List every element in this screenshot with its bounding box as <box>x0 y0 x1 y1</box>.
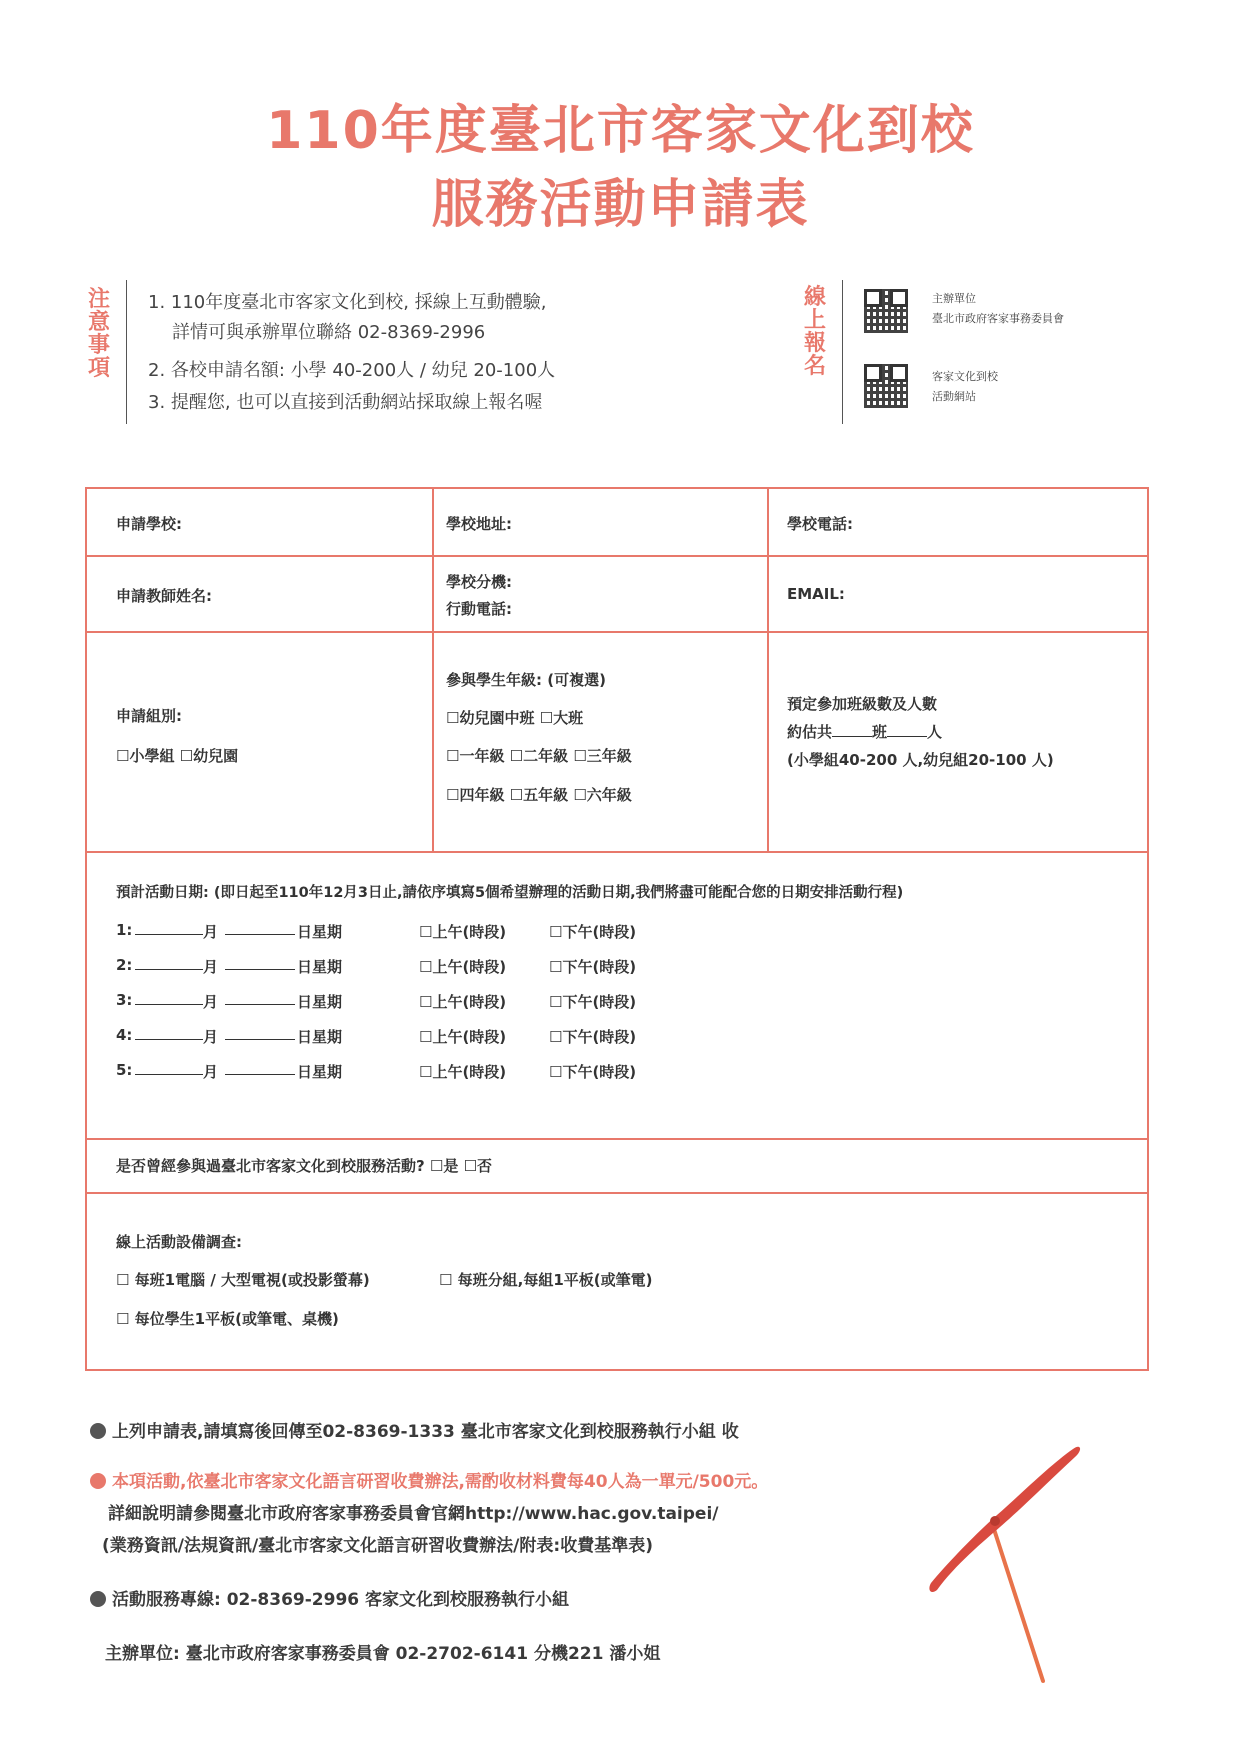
field-address[interactable]: 學校地址: <box>446 515 512 533</box>
qr-code-website[interactable] <box>864 364 908 408</box>
date-row-day: 日星期 <box>297 958 343 976</box>
group-options[interactable]: ☐小學組 ☐幼兒園 <box>116 747 239 765</box>
grade-options-row2[interactable]: ☐一年級 ☐二年級 ☐三年級 <box>446 747 632 765</box>
footer-organizer: 主辦單位: 臺北市政府客家事務委員會 02-2702-6141 分機221 潘小姐 <box>105 1644 661 1664</box>
date-row-am-option[interactable]: ☐上午(時段) <box>419 1028 507 1046</box>
equipment-option-3[interactable]: ☐ 每位學生1平板(或筆電、桌機) <box>116 1310 339 1328</box>
page-title: 110年度臺北市客家文化到校 <box>266 101 975 161</box>
date-row-number: 5: <box>116 1061 133 1079</box>
field-teacher[interactable]: 申請教師姓名: <box>116 587 212 605</box>
footer-fee: 本項活動,依臺北市客家文化語言研習收費辦法,需酌收材料費每40人為一單元/500元。 <box>90 1467 768 1492</box>
form-col-rule <box>432 489 434 851</box>
qr-code-organizer[interactable] <box>864 289 908 333</box>
note-item-1: 1. 110年度臺北市客家文化到校, 採線上互動體驗, <box>148 292 547 313</box>
dates-label: 預計活動日期: (即日起至110年12月3日止,請依序填寫5個希望辦理的活動日期,我們將盡可能配合您的日期安排活動行程) <box>116 885 904 901</box>
date-row-day: 日星期 <box>297 1063 343 1081</box>
date-row-day: 日星期 <box>297 993 343 1011</box>
form-rule <box>87 555 1147 557</box>
note-item-1-cont: 詳情可與承辦單位聯絡 02-8369-2996 <box>172 322 486 343</box>
copter-propeller <box>929 1447 1080 1592</box>
field-extension[interactable]: 學校分機: <box>446 573 512 591</box>
date-row-number: 4: <box>116 1026 133 1044</box>
day-blank[interactable] <box>225 1061 295 1079</box>
page-subtitle: 服務活動申請表 <box>431 175 810 235</box>
month-blank[interactable] <box>135 1061 203 1079</box>
day-blank[interactable] <box>225 921 295 939</box>
grade-options-row3[interactable]: ☐四年級 ☐五年級 ☐六年級 <box>446 786 632 804</box>
date-row-number: 3: <box>116 991 133 1009</box>
date-row-month: 月 <box>203 923 219 941</box>
online-label: 線 上 報 名 <box>803 285 826 379</box>
notes-label: 注 意 事 項 <box>87 287 110 381</box>
footer-detail-1: 詳細說明請參閱臺北市政府客家事務委員會官網http://www.hac.gov.taipei/ <box>108 1504 719 1524</box>
date-row-month: 月 <box>203 1063 219 1081</box>
day-blank[interactable] <box>225 956 295 974</box>
date-row-am-option[interactable]: ☐上午(時段) <box>419 1063 507 1081</box>
bullet-icon <box>90 1423 106 1439</box>
classes-note: (小學組40-200 人,幼兒組20-100 人) <box>787 751 1054 769</box>
date-row-pm-option[interactable]: ☐下午(時段) <box>549 923 637 941</box>
date-row-am-option[interactable]: ☐上午(時段) <box>419 958 507 976</box>
month-blank[interactable] <box>135 956 203 974</box>
month-blank[interactable] <box>135 921 203 939</box>
equipment-option-2[interactable]: ☐ 每班分組,每組1平板(或筆電) <box>439 1271 653 1289</box>
field-mobile[interactable]: 行動電話: <box>446 600 512 618</box>
past-participation-question[interactable]: 是否曾經參與過臺北市客家文化到校服務活動? ☐是 ☐否 <box>116 1157 493 1175</box>
date-row-pm-option[interactable]: ☐下午(時段) <box>549 1063 637 1081</box>
field-phone[interactable]: 學校電話: <box>787 515 853 533</box>
date-row-am-option[interactable]: ☐上午(時段) <box>419 923 507 941</box>
classes-label: 預定參加班級數及人數 <box>787 695 938 713</box>
month-blank[interactable] <box>135 991 203 1009</box>
date-row-pm-option[interactable]: ☐下午(時段) <box>549 993 637 1011</box>
day-blank[interactable] <box>225 1026 295 1044</box>
month-blank[interactable] <box>135 1026 203 1044</box>
qr-organizer-caption: 主辦單位 臺北市政府客家事務委員會 <box>932 292 1064 325</box>
classes-estimate[interactable]: 約估共 班 人 <box>787 723 943 741</box>
qr-website-caption: 客家文化到校 活動網站 <box>932 370 998 403</box>
date-row-am-option[interactable]: ☐上午(時段) <box>419 993 507 1011</box>
date-row-month: 月 <box>203 958 219 976</box>
group-label: 申請組別: <box>116 707 182 725</box>
grade-label: 參與學生年級: (可複選) <box>446 671 606 689</box>
note-item-3: 3. 提醒您, 也可以直接到活動網站採取線上報名喔 <box>148 392 543 413</box>
footer-hotline: 活動服務專線: 02-8369-2996 客家文化到校服務執行小組 <box>90 1585 569 1610</box>
form-rule <box>87 851 1147 853</box>
date-row-number: 2: <box>116 956 133 974</box>
date-row-pm-option[interactable]: ☐下午(時段) <box>549 958 637 976</box>
day-blank[interactable] <box>225 991 295 1009</box>
date-row-month: 月 <box>203 1028 219 1046</box>
date-row-number: 1: <box>116 921 133 939</box>
field-school[interactable]: 申請學校: <box>116 515 182 533</box>
date-row-pm-option[interactable]: ☐下午(時段) <box>549 1028 637 1046</box>
equipment-label: 線上活動設備調查: <box>116 1233 242 1251</box>
note-item-2: 2. 各校申請名額: 小學 40-200人 / 幼兒 20-100人 <box>148 360 556 381</box>
form-rule <box>87 1138 1147 1140</box>
bullet-icon <box>90 1591 106 1607</box>
date-row-day: 日星期 <box>297 923 343 941</box>
equipment-option-1[interactable]: ☐ 每班1電腦 / 大型電視(或投影螢幕) <box>116 1271 370 1289</box>
grade-options-row1[interactable]: ☐幼兒園中班 ☐大班 <box>446 709 584 727</box>
bamboo-copter-icon <box>925 1435 1085 1685</box>
copter-stick <box>992 1523 1043 1681</box>
notes-divider <box>126 280 127 424</box>
form-col-rule <box>767 489 769 851</box>
copter-hub <box>990 1516 1000 1526</box>
field-email[interactable]: EMAIL: <box>787 585 845 603</box>
bullet-icon <box>90 1473 106 1489</box>
date-row-month: 月 <box>203 993 219 1011</box>
online-divider <box>842 280 843 424</box>
date-row-day: 日星期 <box>297 1028 343 1046</box>
application-form <box>85 487 1149 1371</box>
form-rule <box>87 631 1147 633</box>
footer-fax: 上列申請表,請填寫後回傳至02-8369-1333 臺北市客家文化到校服務執行小組 收 <box>90 1417 739 1442</box>
form-rule <box>87 1192 1147 1194</box>
footer-detail-2: (業務資訊/法規資訊/臺北市客家文化語言研習收費辦法/附表:收費基準表) <box>102 1536 653 1556</box>
